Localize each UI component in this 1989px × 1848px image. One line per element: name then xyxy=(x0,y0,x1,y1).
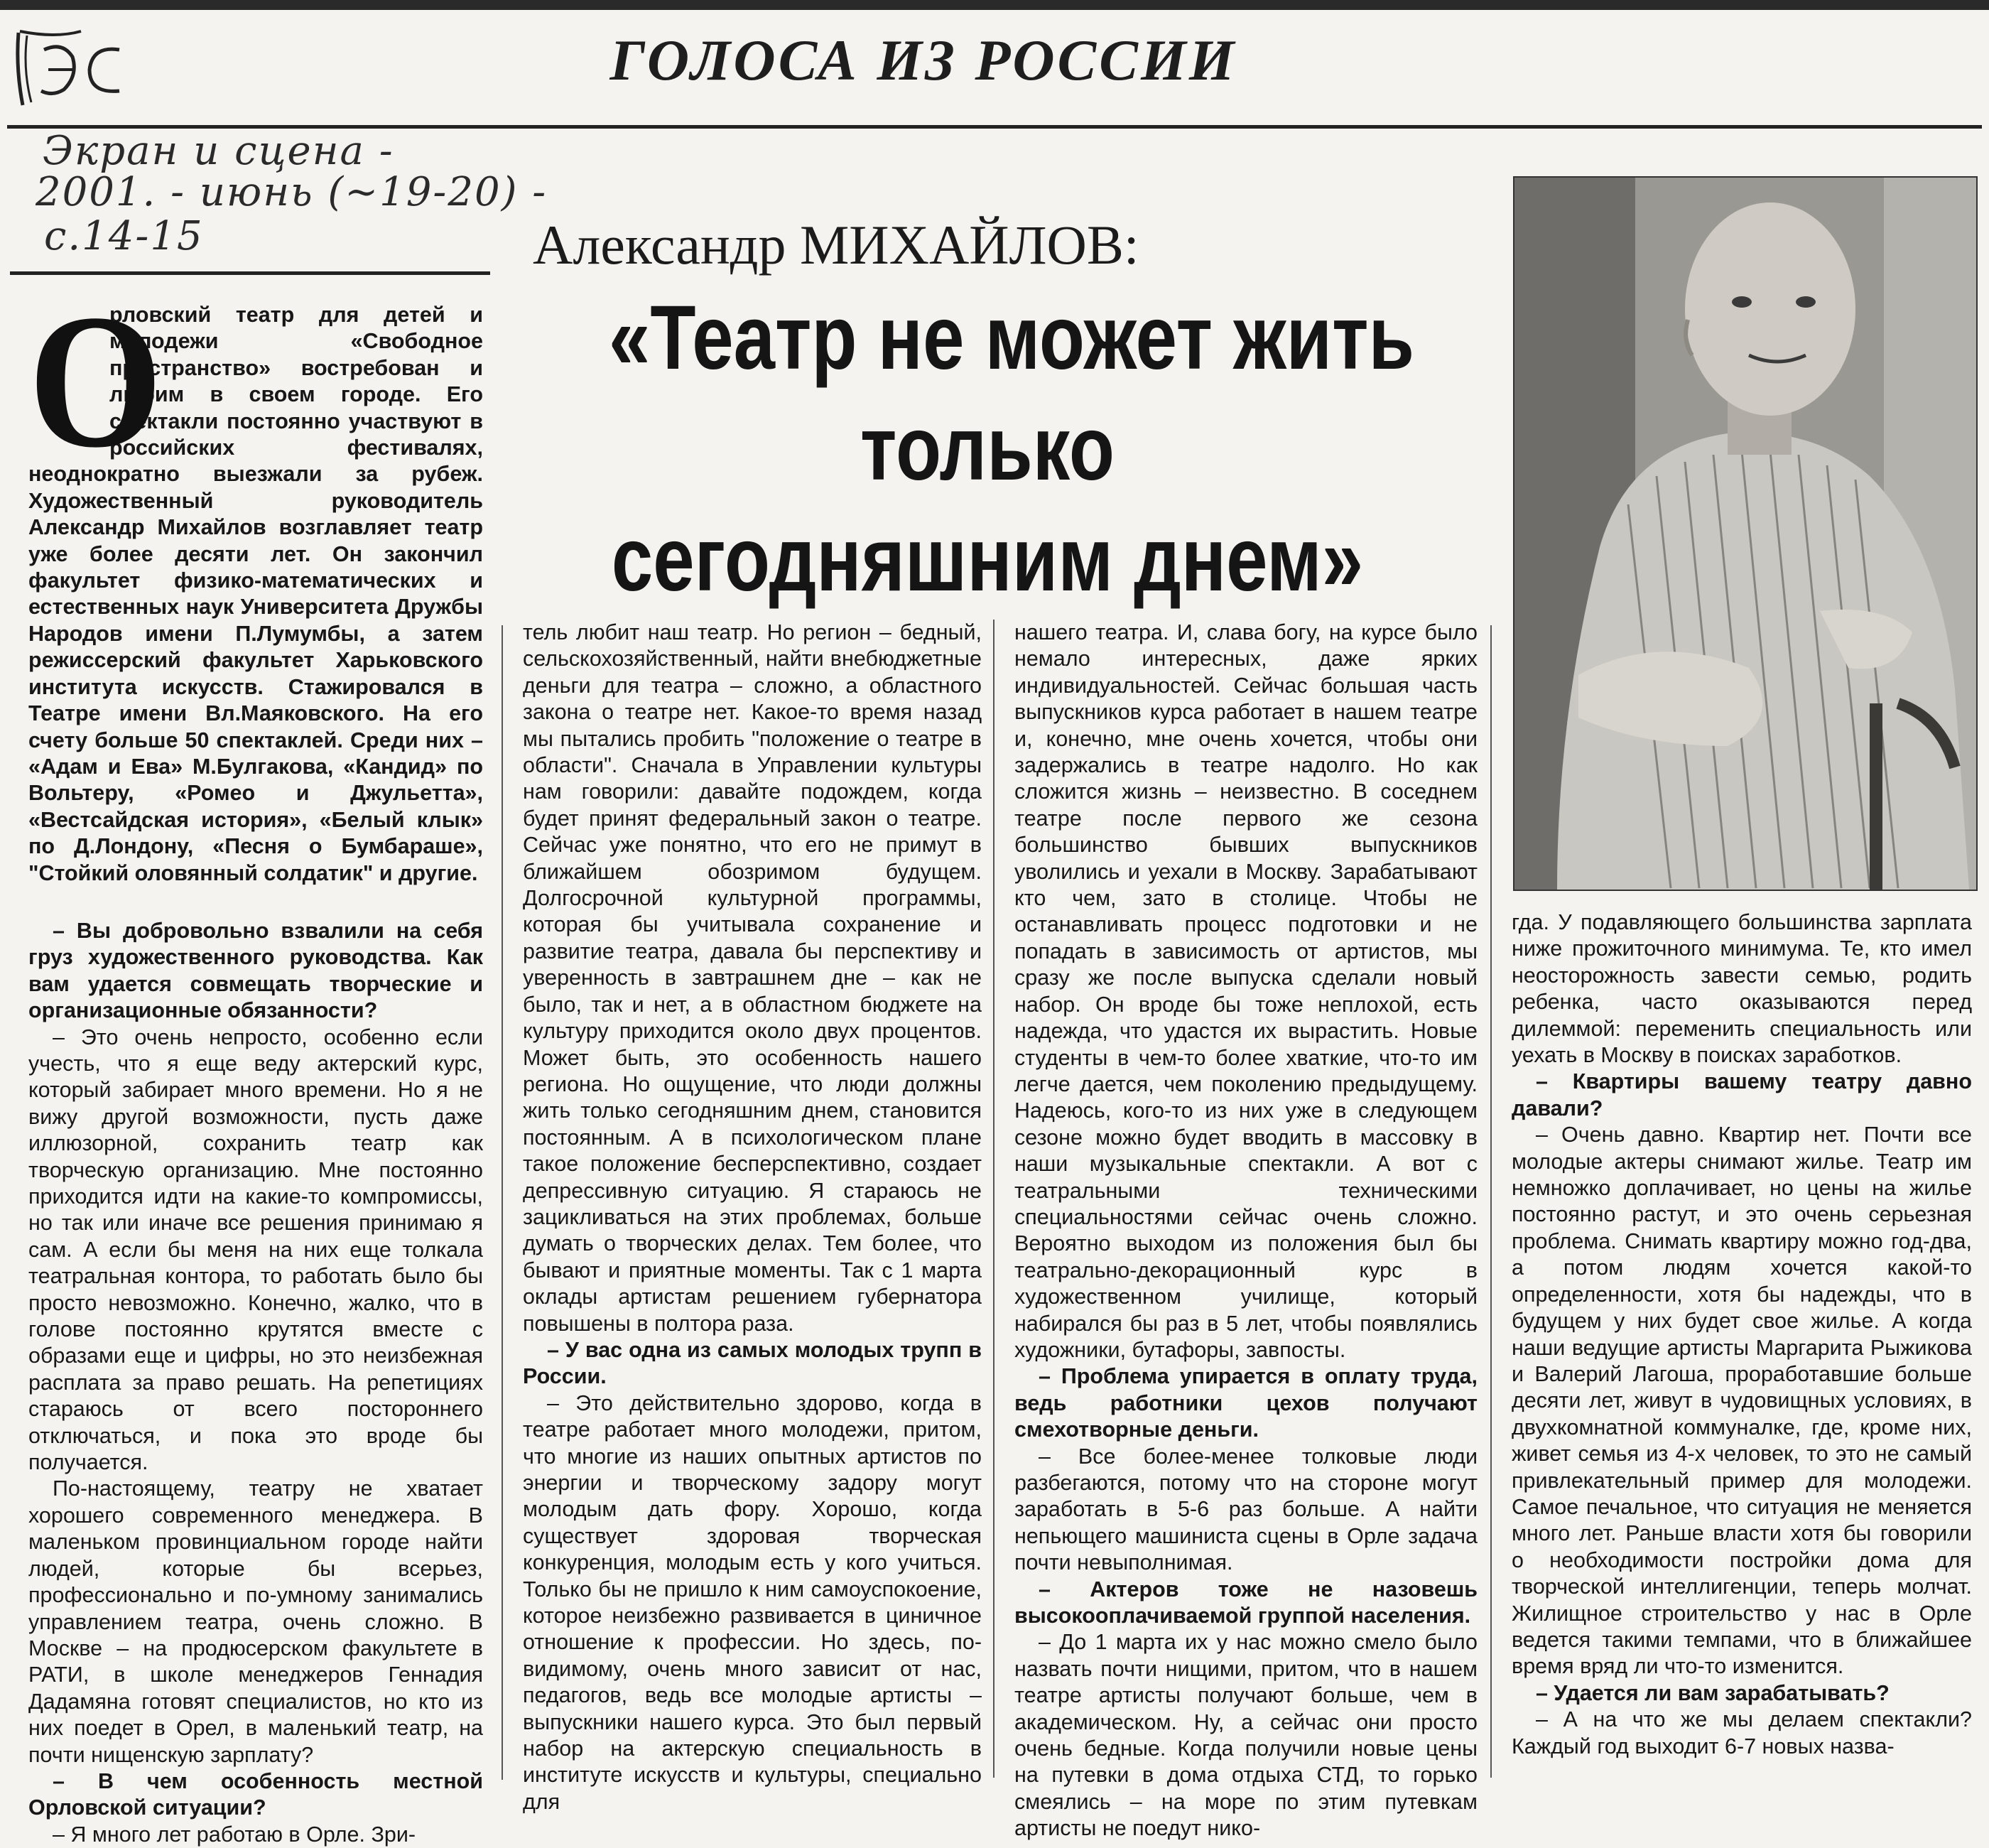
portrait-photo xyxy=(1513,176,1978,891)
interview-question: – У вас одна из самых молодых трупп в России. xyxy=(523,1337,982,1389)
column-2-body xyxy=(523,620,982,1815)
article-column-1 xyxy=(28,275,483,1847)
interview-question: – Актеров тоже не назовешь высокооплачиваемой группой населения. xyxy=(1014,1577,1478,1628)
handwritten-note-line-1: Экран и сцена - xyxy=(43,128,394,174)
interview-paragraph: гда. У подавляющего большинства зарплата ниже прожиточного минимума. Те, кто имел неосторожность завести семью, родить ребенка, часто оказываются перед дилеммой: переменить специальность или уехать в Москву в поисках заработков. xyxy=(1512,910,1972,1068)
article-byline: Александр МИХАЙЛОВ: xyxy=(533,214,1139,276)
interview-paragraph: – Очень давно. Квартир нет. Почти все молодые актеры снимают жилье. Театр им немножко доплачивает, но цены на жилье постоянно растут, и это очень серьезная проблема. Снимать квартиру можно год-два, а потом людям хочется какой-то определенности, хотя бы надежды, что в будущем у них будет свое жилье. А когда наши ведущие артисты Маргарита Рыжикова и Валерий Лагоша, проработавшие больше десяти лет, живут в чудовищных условиях, в двухкомнатной коммуналке, где, кроме них, живет семья из 4-х человек, то это не самый привлекательный пример для молодежи. Самое печальное, что ситуация не меняется много лет. Раньше власти хотя бы говорили о необходимости постройки дома для творческой интеллигенции, теперь молчат. Жилищное строительство у нас в Орле ведется такими темпами, что в ближайшее время вряд ли что-то изменится. xyxy=(1512,1123,1972,1679)
lead-text: рловский театр для детей и молодежи «Свободное пространство» востребован и любим в своем городе. Его спектакли постоянно участвуют в российских фестивалях, неоднократно выезжали за рубеж. Художественный руководитель Александр Михайлов возглавляет театр уже более десяти лет. Он закончил факультет физико-математических и естественных наук Университета Дружбы Народов имени П.Лумумбы, а затем режиссерский факультет Харьковского института искусств. Стажировался в Театре имени Вл.Маяковского. На его счету больше 50 спектаклей. Среди них – «Адам и Ева» М.Булгакова, «Кандид» по Вольтеру, «Ромео и Джульетта», «Вестсайдская история», «Белый клык» по Д.Лондону, «Песня о Бумбараше», "Стойкий оловянный солдатик" и другие. xyxy=(28,303,483,885)
lead-paragraph xyxy=(28,275,483,887)
section-title: ГОЛОСА ИЗ РОССИИ xyxy=(609,28,1237,92)
interview-paragraph: – До 1 марта их у нас можно смело было назвать почти нищими, притом, что в нашем театре артисты получают больше, чем в академическом. Ну, а сейчас они просто очень бедные. Когда получили новые цены на путевки в дома отдыха СТД, то горько смеялись – на море по этим путевкам артисты не поедут нико- xyxy=(1014,1630,1478,1841)
interview-question: – В чем особенность местной Орловской ситуации? xyxy=(28,1768,483,1820)
interview-paragraph: – А на что же мы делаем спектакли? Каждый год выходит 6-7 новых назва- xyxy=(1512,1707,1972,1758)
column-3-body xyxy=(1014,620,1478,1842)
interview-question: – Квартиры вашему театру давно давали? xyxy=(1512,1069,1972,1120)
interview-paragraph: – Все более-менее толковые люди разбегаются, потому что на стороне могут заработать в 5-6 раз больше. А найти непьющего машиниста сцены в Орле задача почти невыполнимая. xyxy=(1014,1444,1478,1575)
drop-cap: О xyxy=(28,275,163,487)
article-column-3 xyxy=(1014,620,1478,1841)
column-divider-1 xyxy=(502,625,503,1780)
column-divider-3 xyxy=(1490,625,1492,1778)
interview-paragraph: тель любит наш театр. Но регион – бедный, сельскохозяйственный, найти внебюджетные деньги для театра – сложно, а областного закона о театре нет. Какое-то время назад мы пытались пробить "положение о театре в области". Сначала в Управлении культуры нам говорили: давайте подождем, когда будет принят федеральный закон о театре. Сейчас уже понятно, что его не примут в ближайшем обозримом будущем. Долгосрочной культурной программы, которая бы учитывала сохранение и развитие театра, давала бы перспективу и уверенность в завтрашнем дне – как не было, так и нет, а в областном бюджете на культуру приходится около двух процентов. Может быть, это особенность нашего региона. Но ощущение, что люди должны жить только сегодняшним днем, становится постоянным. А в психологическом плане такое положение бесперспективно, создает депрессивную ситуацию. Я стараюсь не зацикливаться на этих проблемах, больше думать о творческих делах. Тем более, что бывают и приятные моменты. Так с 1 марта оклады артистам решением губернатора повышены в полтора раза. xyxy=(523,620,982,1336)
interview-question: – Удается ли вам зарабатывать? xyxy=(1536,1680,1890,1705)
headline-line-3: сегодняшним днем» xyxy=(611,509,1364,610)
portrait-illustration xyxy=(1514,178,1976,890)
interview-paragraph: нашего театра. И, слава богу, на курсе было немало интересных, даже ярких индивидуальностей. Сейчас большая часть выпускников курса работает в нашем театре и, конечно, мне очень хочется, чтобы они задержались в театре надолго. Но как сложится жизнь – неизвестно. В соседнем театре после первого же сезона большинство бывших выпускников уволились и уехали в Москву. Зарабатывают кто чем, зато в столице. Чтобы не останавливать процесс подготовки и не попадать в зависимость от артистов, мы сразу же после выпуска сделали новый набор. Он вроде бы тоже неплохой, есть надежда, что удастся их вырастить. Новые студенты в чем-то более хваткие, что-то им легче дается, чем поколению предыдущему. Надеюсь, кого-то из них уже в следующем сезоне можно будет вводить в массовку в наши музыкальные спектакли. А вот с театральными техническими специальностями сейчас очень сложно. Вероятно выходом из положения был бы театрально-декорационный курс в художественном училище, который набирался бы раз в 5 лет, чтобы появлялись художники, бутафоры, завпосты. xyxy=(1014,620,1478,1362)
column-1-body xyxy=(28,918,483,1848)
headline-line-2: только xyxy=(860,398,1115,499)
interview-paragraph: По-настоящему, театру не хватает хорошего современного менеджера. В маленьком провинциальном городе найти людей, которые бы всерьез, профессионально и по-умному занимались управлением театра, очень сложно. В Москве – на продюсерском факультете в РАТИ, в школе менеджеров Геннадия Дадамяна готовят специалистов, но кто из них поедет в Орел, в маленький театр, на почти нищенскую зарплату? xyxy=(28,1476,483,1767)
interview-paragraph: – Это действительно здорово, когда в театре работает много молодежи, притом, что многие из наших опытных артистов по энергии и творческому задору могут молодым дать фору. Хорошо, когда существует здоровая творческая конкуренция, молодым есть у кого учиться. Только бы не пришло к ним самоуспокоение, которое неизбежно развивается в циничное отношение к профессии. Но здесь, по-видимому, очень много зависит от нас, педагогов, ведь все молодые артисты – выпускники нашего курса. Это был первый набор на актерскую специальность в институте искусств и культуры, специально для xyxy=(523,1390,982,1814)
interview-question: – Проблема упирается в оплату труда, ведь работники цехов получают смехотворные деньги. xyxy=(1014,1364,1478,1442)
handwritten-note-line-2: 2001. - июнь (~19-20) - xyxy=(36,169,548,215)
magazine-logo xyxy=(13,26,155,109)
top-border xyxy=(0,0,1989,10)
column-divider-2 xyxy=(993,620,995,1778)
article-column-2 xyxy=(523,620,982,1814)
headline-line-1: «Театр не может жить xyxy=(609,287,1415,389)
interview-paragraph: – Я много лет работаю в Орле. Зри- xyxy=(53,1822,416,1847)
handwritten-note-line-3: с.14-15 xyxy=(44,213,204,259)
interview-question: – Вы добровольно взвалили на себя груз художественного руководства. Как вам удается совмещать творческие и организационные обязанности? xyxy=(28,918,483,1023)
article-column-4 xyxy=(1512,909,1972,1778)
article-headline xyxy=(609,283,1415,615)
interview-paragraph: – Это очень непросто, особенно если учесть, что я еще веду актерский курс, который забирает много времени. Но я не вижу другой возможности, пусть даже иллюзорной, сохранить театр как творческую организацию. Мне постоянно приходится идти на какие-то компромиссы, но так или иначе все решения принимаю я сам. А если бы меня на них еще толкала театральная контора, то работать было бы просто невозможно. Конечно, жалко, что в голове постоянно крутятся вместе с образами еще и цифры, но это неизбежная расплата за право решать. На репетициях стараюсь от всего постороннего отключаться, и пока это вроде бы получается. xyxy=(28,1025,483,1475)
column-4-body xyxy=(1512,909,1972,1760)
